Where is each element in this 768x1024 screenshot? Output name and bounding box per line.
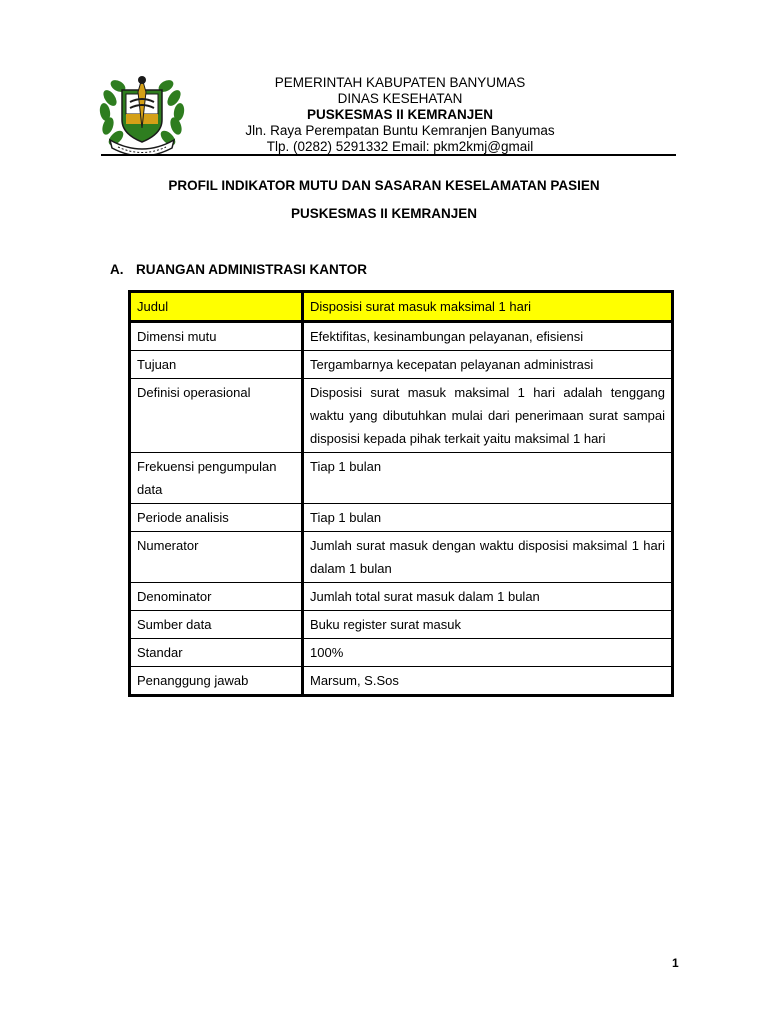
row-key: Numerator <box>130 532 303 583</box>
row-key: Tujuan <box>130 351 303 379</box>
row-key: Standar <box>130 639 303 667</box>
table-row <box>130 667 673 696</box>
indicator-profile-table <box>128 290 674 697</box>
row-value: Marsum, S.Sos <box>303 667 673 696</box>
page-number: 1 <box>672 956 679 970</box>
row-key: Denominator <box>130 583 303 611</box>
table-row <box>130 292 673 322</box>
section-title: RUANGAN ADMINISTRASI KANTOR <box>136 262 367 277</box>
row-value: Tiap 1 bulan <box>303 504 673 532</box>
row-value: 100% <box>303 639 673 667</box>
table-row <box>130 379 673 453</box>
row-key: Penanggung jawab <box>130 667 303 696</box>
government-name: PEMERINTAH KABUPATEN BANYUMAS <box>274 75 526 90</box>
row-value: Buku register surat masuk <box>303 611 673 639</box>
letterhead-divider <box>101 154 676 156</box>
row-value: Jumlah surat masuk dengan waktu disposisi maksimal 1 hari dalam 1 bulan <box>303 532 673 583</box>
row-value: Jumlah total surat masuk dalam 1 bulan <box>303 583 673 611</box>
row-value: Tiap 1 bulan <box>303 453 673 504</box>
table-row <box>130 322 673 351</box>
row-key: Sumber data <box>130 611 303 639</box>
row-value: Tergambarnya kecepatan pelayanan administrasi <box>303 351 673 379</box>
letterhead <box>200 75 600 155</box>
row-value: Disposisi surat masuk maksimal 1 hari <box>303 292 673 322</box>
row-value: Disposisi surat masuk maksimal 1 hari adalah tenggang waktu yang dibutuhkan mulai dari penerimaan surat sampai disposisi kepada pihak terkait yaitu maksimal 1 hari <box>303 379 673 453</box>
contact-info: Tlp. (0282) 5291332 Email: pkm2kmj@gmail <box>266 139 534 154</box>
table-row <box>130 453 673 504</box>
agency-name: DINAS KESEHATAN <box>337 91 463 106</box>
table-row <box>130 639 673 667</box>
section-label: A. <box>110 262 124 277</box>
row-key: Dimensi mutu <box>130 322 303 351</box>
row-key: Frekuensi pengumpulan data <box>130 453 303 504</box>
table-row <box>130 583 673 611</box>
row-key: Periode analisis <box>130 504 303 532</box>
table-row <box>130 532 673 583</box>
document-subtitle: PUSKESMAS II KEMRANJEN <box>290 206 478 221</box>
table-row <box>130 611 673 639</box>
row-key: Definisi operasional <box>130 379 303 453</box>
institution-name: PUSKESMAS II KEMRANJEN <box>306 107 494 122</box>
table-row <box>130 504 673 532</box>
row-value: Efektifitas, kesinambungan pelayanan, efisiensi <box>303 322 673 351</box>
section-heading <box>110 262 367 277</box>
row-key: Judul <box>130 292 303 322</box>
table-row <box>130 351 673 379</box>
address: Jln. Raya Perempatan Buntu Kemranjen Banyumas <box>245 123 555 138</box>
document-title: PROFIL INDIKATOR MUTU DAN SASARAN KESELAMATAN PASIEN <box>168 178 600 193</box>
banyumas-emblem-logo <box>96 68 188 156</box>
